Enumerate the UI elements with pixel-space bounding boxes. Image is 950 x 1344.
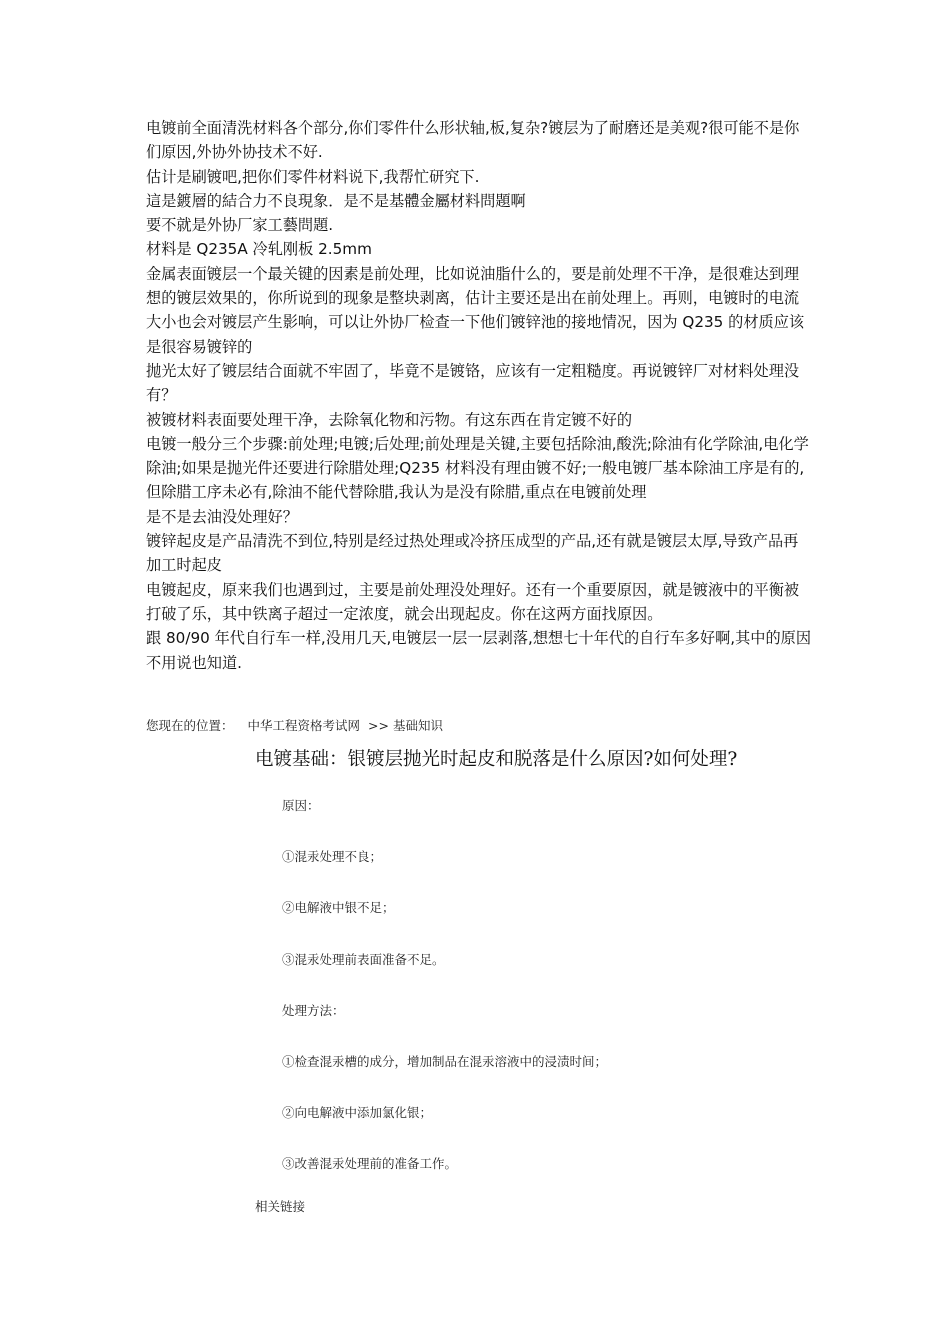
article-line-causes-heading: 原因： (282, 798, 320, 813)
article-line: ③混汞处理前表面准备不足。 (282, 951, 445, 967)
forum-reply: 被镀材料表面要处理干净，去除氧化物和污物。有这东西在肯定镀不好的 (146, 410, 632, 429)
article-line: ②电解液中银不足； (282, 900, 395, 916)
related-links-heading: 相关链接 (255, 1199, 306, 1214)
forum-reply: 电镀一般分三个步骤:前处理;电镀;后处理;前处理是关键,主要包括除油,酸洗;除油有化学除油,电化学除油;如果是抛光件还要进行除腊处理;Q235 材料没有理由镀不好;一般电镀厂基本除油工序是有的,但除腊工序未必有,除油不能代替除腊,我认为是没有除腊,重点在电镀前处理 (146, 434, 809, 502)
article-line-remedies-heading: 处理方法： (282, 1002, 345, 1018)
breadcrumb-link-section[interactable]: 基础知识 (392, 718, 443, 733)
article-line: ②向电解液中添加氯化银； (282, 1105, 433, 1121)
forum-replies (146, 116, 812, 675)
forum-reply: 金属表面镀层一个最关键的因素是前处理，比如说油脂什么的，要是前处理不干净，是很难达到理想的镀层效果的，你所说到的现象是整块剥离，估计主要还是出在前处理上。再则，电镀时的电流大小也会对镀层产生影响，可以让外协厂检查一下他们镀锌池的接地情况，因为 Q235 的材质应该是很容易镀锌的 (146, 264, 805, 356)
forum-reply: 材料是 Q235A 冷轧刚板 2.5mm (146, 240, 372, 259)
article-title: 电镀基础：银镀层抛光时起皮和脱落是什么原因?如何处理? (255, 749, 738, 770)
forum-reply: 這是鍍層的結合力不良現象．是不是基體金屬材料問題啊 (146, 191, 526, 210)
forum-reply: 抛光太好了镀层结合面就不牢固了，毕竟不是镀铬，应该有一定粗糙度。再说镀锌厂对材料处理没有？ (146, 361, 800, 405)
forum-reply: 电镀前全面清洗材料各个部分,你们零件什么形状轴,板,复杂?镀层为了耐磨还是美观?很可能不是你们原因,外协外协技术不好. (146, 119, 800, 162)
article-line: ①检查混汞槽的成分，增加制品在混汞溶液中的浸渍时间； (282, 1053, 608, 1069)
forum-reply: 估计是刷镀吧,把你们零件材料说下,我帮忙研究下. (146, 167, 480, 186)
forum-reply: 是不是去油没处理好？ (146, 507, 298, 526)
forum-reply: 镀锌起皮是产品清洗不到位,特别是经过热处理或冷挤压成型的产品,还有就是镀层太厚,导致产品再加工时起皮 (146, 532, 799, 575)
forum-reply: 跟 80/90 年代自行车一样,没用几天,电镀层一层一层剥落,想想七十年代的自行车多好啊,其中的原因不用说也知道. (146, 629, 812, 672)
forum-reply: 要不就是外协厂家工藝問題. (146, 216, 334, 235)
breadcrumb-link-site[interactable]: 中华工程资格考试网 (247, 718, 361, 733)
article-line: ③改善混汞处理前的准备工作。 (282, 1156, 458, 1172)
breadcrumb-arrow: >> (368, 718, 389, 733)
article-body (282, 797, 607, 1207)
forum-reply: 电镀起皮，原来我们也遇到过，主要是前处理没处理好。还有一个重要原因，就是镀液中的平衡被打破了乐，其中铁离子超过一定浓度，就会出现起皮。你在这两方面找原因。 (146, 580, 800, 623)
article-line: ①混汞处理不良； (282, 849, 383, 865)
breadcrumb-prefix: 您现在的位置： (146, 718, 234, 733)
breadcrumb (146, 716, 443, 734)
